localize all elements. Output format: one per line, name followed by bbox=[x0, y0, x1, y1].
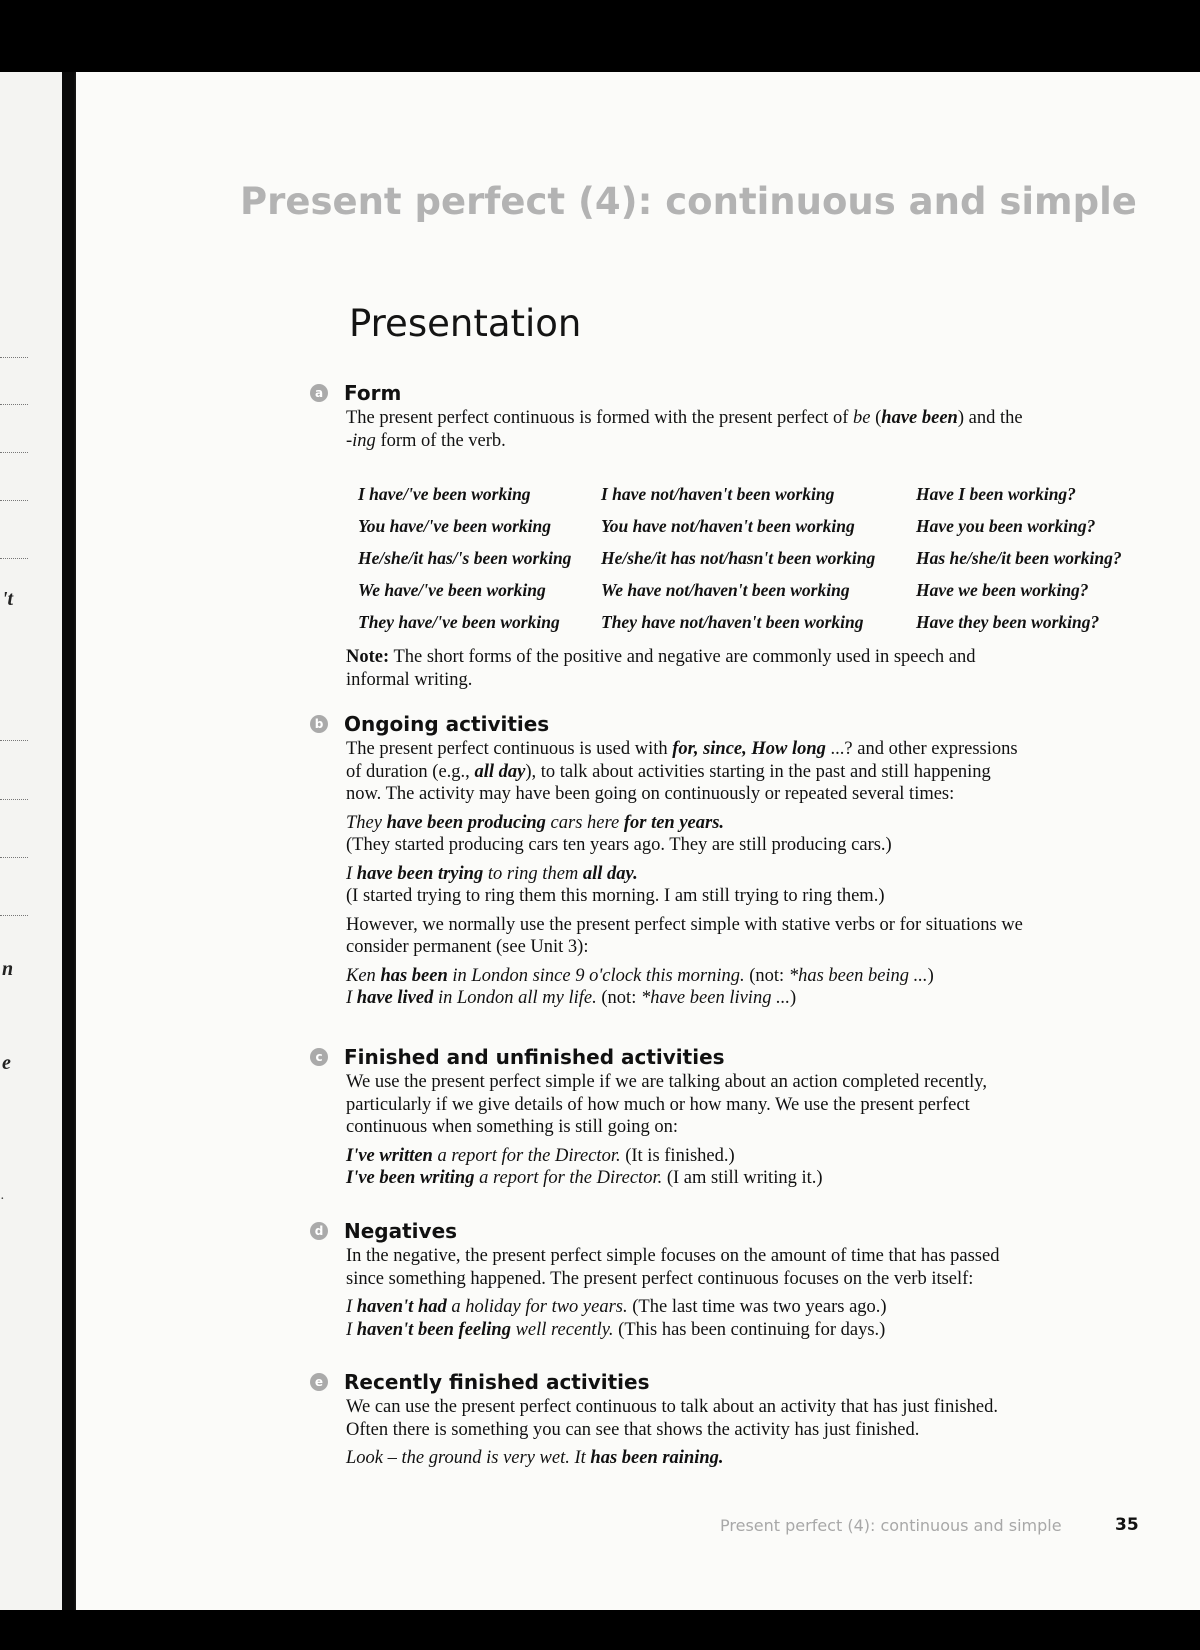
example: I've written a report for the Director. (It is finished.) I've been writing a report for the Director. (I am still writing it.) bbox=[346, 1145, 823, 1188]
dotted-line bbox=[0, 799, 28, 800]
dotted-line bbox=[0, 857, 28, 858]
positive-form: He/she/it has/'s been working bbox=[358, 547, 572, 568]
dotted-line bbox=[0, 357, 28, 358]
letter-a-icon: a bbox=[310, 384, 328, 402]
edge-fragment: · bbox=[0, 1192, 5, 1207]
negative-form: We have not/haven't been working bbox=[601, 579, 850, 600]
dotted-line bbox=[0, 452, 28, 453]
positive-form: You have/'ve been working bbox=[358, 515, 551, 536]
note-block bbox=[310, 646, 1145, 691]
example: I haven't had a holiday for two years. (The last time was two years ago.) I haven't been feeling well recently. (This has been continuing for days.) bbox=[346, 1297, 887, 1340]
paragraph: We use the present perfect simple if we are talking about an action completed recently, particularly if we give details of how much or how many. We use the present perfect continuous when something is still going on: bbox=[346, 1072, 987, 1137]
section-title: Recently finished activities bbox=[344, 1370, 650, 1394]
edge-fragment: e bbox=[2, 1052, 11, 1074]
paragraph: The present perfect continuous is formed with the present perfect of be (have been) and the -ing form of the verb. bbox=[346, 408, 1023, 451]
section-recently-finished bbox=[310, 1368, 1145, 1470]
dotted-line bbox=[0, 915, 28, 916]
table-row bbox=[358, 542, 1122, 574]
paragraph: The present perfect continuous is used with for, since, How long ...? and other expressions of duration (e.g., all day), to talk about activities starting in the past and still happening now. The activity may have been going on continuously or repeated several times: bbox=[346, 739, 1018, 804]
dotted-line bbox=[0, 500, 28, 501]
previous-page-edge bbox=[0, 72, 62, 1610]
letter-e-icon: e bbox=[310, 1373, 328, 1391]
section-finished-unfinished bbox=[310, 1043, 1145, 1190]
question-form: Have you been working? bbox=[916, 515, 1096, 536]
letter-d-icon: d bbox=[310, 1222, 328, 1240]
example: I have been trying to ring them all day. (I started trying to ring them this morning. I am still trying to ring them.) bbox=[346, 863, 885, 906]
example: They have been producing cars here for ten years. (They started producing cars ten years ago. They are still producing cars.) bbox=[346, 812, 892, 855]
table-row bbox=[358, 606, 1122, 638]
section-title: Form bbox=[344, 381, 402, 405]
section-form bbox=[310, 379, 1145, 452]
table-row bbox=[358, 478, 1122, 510]
example: Look – the ground is very wet. It has been raining. bbox=[346, 1448, 724, 1468]
section-ongoing-activities bbox=[310, 710, 1145, 1010]
dotted-line bbox=[0, 404, 28, 405]
positive-form: We have/'ve been working bbox=[358, 579, 546, 600]
letter-c-icon: c bbox=[310, 1048, 328, 1066]
negative-form: They have not/haven't been working bbox=[601, 611, 864, 632]
conjugation-table bbox=[358, 478, 1122, 638]
positive-form: They have/'ve been working bbox=[358, 611, 560, 632]
page-number: 35 bbox=[1115, 1515, 1139, 1535]
question-form: Have I been working? bbox=[916, 483, 1076, 504]
running-footer: Present perfect (4): continuous and simple bbox=[720, 1516, 1062, 1535]
example: Ken has been in London since 9 o'clock this morning. (not: *has been being ...) I have lived in London all my life. (not: *have been living ...) bbox=[346, 965, 934, 1008]
edge-fragment: 't bbox=[2, 588, 14, 610]
section-title: Finished and unfinished activities bbox=[344, 1045, 725, 1069]
section-negatives bbox=[310, 1217, 1145, 1341]
question-form: Have they been working? bbox=[916, 611, 1100, 632]
unit-title: Present perfect (4): continuous and simple bbox=[240, 180, 1137, 223]
edge-fragment: n bbox=[2, 958, 14, 980]
section-title: Negatives bbox=[344, 1219, 458, 1243]
paragraph: In the negative, the present perfect simple focuses on the amount of time that has passed since something happened. The present perfect continuous focuses on the verb itself: bbox=[346, 1246, 1000, 1289]
table-row bbox=[358, 510, 1122, 542]
dotted-line bbox=[0, 558, 28, 559]
section-title: Ongoing activities bbox=[344, 712, 550, 736]
dotted-line bbox=[0, 740, 28, 741]
letter-b-icon: b bbox=[310, 715, 328, 733]
table-row bbox=[358, 574, 1122, 606]
negative-form: He/she/it has not/hasn't been working bbox=[601, 547, 876, 568]
question-form: Has he/she/it been working? bbox=[916, 547, 1122, 568]
note-paragraph: Note: The short forms of the positive and negative are commonly used in speech and informal writing. bbox=[346, 647, 976, 690]
negative-form: I have not/haven't been working bbox=[601, 483, 835, 504]
negative-form: You have not/haven't been working bbox=[601, 515, 855, 536]
paragraph: We can use the present perfect continuous to talk about an activity that has just finished. Often there is something you can see that shows the activity has just finished. bbox=[346, 1397, 998, 1440]
positive-form: I have/'ve been working bbox=[358, 483, 531, 504]
paragraph: However, we normally use the present perfect simple with stative verbs or for situations we consider permanent (see Unit 3): bbox=[346, 914, 1023, 957]
presentation-heading: Presentation bbox=[349, 302, 582, 345]
question-form: Have we been working? bbox=[916, 579, 1089, 600]
